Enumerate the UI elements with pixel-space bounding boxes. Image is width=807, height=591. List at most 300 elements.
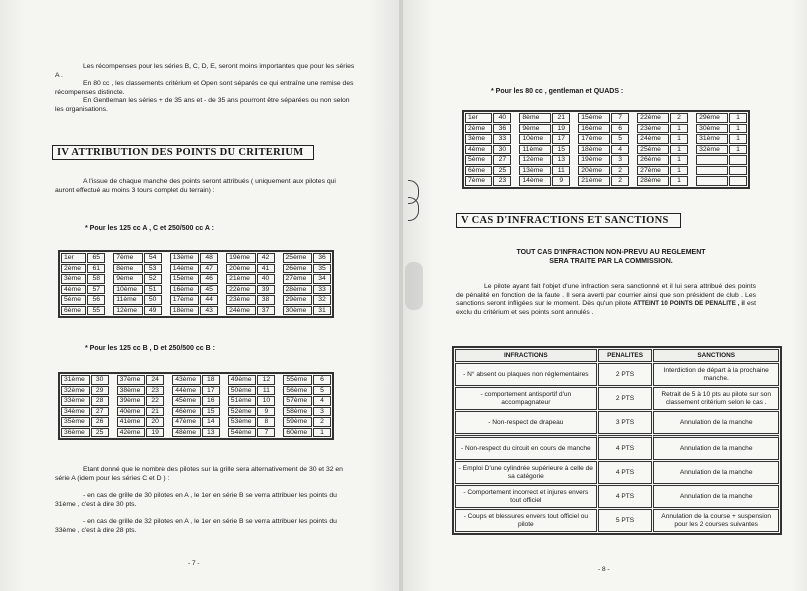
points-cell: 3 [611, 155, 629, 165]
cell-spacer [276, 386, 282, 396]
points-cell: 42 [257, 253, 275, 263]
rank-cell: 60ème [283, 428, 312, 438]
rank-cell: 34ème [61, 407, 90, 417]
rank-cell: 23ème [637, 124, 669, 134]
points-cell: 12 [257, 375, 275, 385]
cell-spacer [165, 428, 171, 438]
cell-spacer [110, 407, 116, 417]
points-cell: 32 [313, 295, 331, 305]
cell-spacer [689, 166, 695, 176]
section-iv-heading [52, 145, 314, 160]
left-page [0, 0, 401, 591]
points-cell: 35 [313, 264, 331, 274]
cell-spacer [571, 124, 577, 134]
points-cell: 23 [493, 176, 511, 186]
grid-text: Etant donné que le nombre des pilotes sur la grille sera alternativement de 30 et 32 en série A (idem pour les séries C et D ) : [55, 466, 343, 482]
rank-cell: 28ème [283, 285, 312, 295]
points-cell: 6 [313, 375, 331, 385]
table-row [61, 285, 331, 295]
rank-cell: 7ème [465, 176, 492, 186]
points-cell: 28 [91, 396, 109, 406]
page-number-right: - 8 - [598, 566, 610, 573]
points-cell: 10 [257, 396, 275, 406]
rank-cell: 32ème [696, 145, 728, 155]
cell-spacer [165, 396, 171, 406]
cell-spacer [689, 155, 695, 165]
points-cell: 2 [611, 166, 629, 176]
cell-spacer [630, 113, 636, 123]
table-row [465, 166, 747, 176]
points-table-b [58, 372, 334, 440]
cell-spacer [571, 113, 577, 123]
infraction-row [455, 509, 779, 532]
rank-cell: 2ème [61, 264, 86, 274]
rank-cell: 5ème [465, 155, 492, 165]
cell-spacer [163, 274, 169, 284]
points-cell: 47 [200, 264, 218, 274]
cell-spacer [221, 386, 227, 396]
points-cell: 40 [257, 274, 275, 284]
cell-spacer [221, 417, 227, 427]
points-cell: 1 [670, 145, 688, 155]
rank-cell: 1er [61, 253, 86, 263]
col-sanctions: SANCTIONS [653, 349, 779, 362]
table-row [61, 253, 331, 263]
rank-cell: 19ème [578, 155, 610, 165]
points-cell: 27 [91, 407, 109, 417]
rank-cell: 52ème [228, 407, 257, 417]
points-cell: 56 [87, 295, 105, 305]
rank-cell: 16ème [578, 124, 610, 134]
cell-spacer [219, 295, 225, 305]
rank-cell: 36ème [61, 428, 90, 438]
rank-cell: 35ème [61, 417, 90, 427]
points-cell: 21 [552, 113, 570, 123]
points-cell: 17 [552, 134, 570, 144]
points-cell: 13 [202, 428, 220, 438]
rank-cell: 21ème [578, 176, 610, 186]
cell-spacer [165, 407, 171, 417]
penalty-cell: 4 PTS [598, 485, 653, 508]
table-row [465, 113, 747, 123]
rank-cell: 9ème [519, 124, 551, 134]
table-row [61, 274, 331, 284]
rank-cell: 50ème [228, 386, 257, 396]
cell-spacer [163, 306, 169, 316]
infraction-cell: - Comportement incorrect et injures envers tout officiel [455, 485, 597, 508]
cell-spacer [630, 134, 636, 144]
points-cell: 30 [493, 145, 511, 155]
cell-spacer [630, 155, 636, 165]
points-cell: 43 [200, 306, 218, 316]
rank-cell: 27ème [283, 274, 312, 284]
scan-mark [405, 262, 423, 310]
rank-cell: 24ème [226, 306, 255, 316]
points-cell: 4 [611, 145, 629, 155]
points-cell: 39 [257, 285, 275, 295]
points-cell: 36 [493, 124, 511, 134]
sanction-cell: Annulation de la manche [653, 411, 779, 434]
points-cell: 1 [670, 134, 688, 144]
rank-cell: 3ème [61, 274, 86, 284]
cell-spacer [512, 155, 518, 165]
infraction-cell: - Non-respect de drapeau [455, 411, 597, 434]
penalty-cell: 4 PTS [598, 461, 653, 484]
intro-line: En 80 cc , les classements critérium et Open sont séparés ce qui entraîne une remise des récompenses distincte. [55, 80, 354, 96]
rank-cell: 1er [465, 113, 492, 123]
section-iv-text: A l'issue de chaque manche des points seront attribués ( uniquement aux pilotes qui auront effectué au moins 3 tours complet du terrain) : [55, 178, 336, 194]
rank-cell: 22ème [226, 285, 255, 295]
cell-spacer [106, 285, 112, 295]
table-row [61, 295, 331, 305]
rank-cell: 6ème [61, 306, 86, 316]
cell-spacer [276, 417, 282, 427]
rank-cell: 43ème [172, 375, 201, 385]
points-cell: 54 [144, 253, 162, 263]
rank-cell: 56ème [283, 386, 312, 396]
points-cell: 38 [257, 295, 275, 305]
rank-cell: 5ème [61, 295, 86, 305]
cell-spacer [276, 407, 282, 417]
points-cell: 9 [257, 407, 275, 417]
points-cell: 48 [200, 253, 218, 263]
rank-cell: 59ème [283, 417, 312, 427]
points-cell: 6 [611, 124, 629, 134]
points-cell: 2 [611, 176, 629, 186]
rank-cell: 16ème [170, 285, 199, 295]
page-number-left: - 7 - [188, 560, 200, 567]
points-cell: 57 [87, 285, 105, 295]
gutter [399, 0, 403, 591]
cell-spacer [219, 253, 225, 263]
rank-cell: 46ème [172, 407, 201, 417]
infraction-row [455, 461, 779, 484]
points-cell: 58 [87, 274, 105, 284]
rank-cell: 48ème [172, 428, 201, 438]
cell-spacer [276, 253, 282, 263]
points-cell: 19 [146, 428, 164, 438]
cell-spacer [110, 428, 116, 438]
rank-cell: 11ème [519, 145, 551, 155]
infraction-row [455, 387, 779, 410]
table-row [61, 417, 331, 427]
cell-spacer [571, 155, 577, 165]
cell-spacer [689, 124, 695, 134]
points-cell: 1 [313, 428, 331, 438]
points-cell: 2 [670, 113, 688, 123]
rank-cell: 32ème [61, 386, 90, 396]
rank-cell: 38ème [117, 386, 146, 396]
infraction-cell: - comportement antisportif d'un accompagnateur [455, 387, 597, 410]
infraction-cell: - Non-respect du circuit en cours de manche [455, 435, 597, 460]
points-cell: 15 [552, 145, 570, 155]
rank-cell: 28ème [637, 176, 669, 186]
rank-cell: 13ème [170, 253, 199, 263]
rank-cell: 44ème [172, 386, 201, 396]
cell-spacer [512, 124, 518, 134]
cell-spacer [219, 306, 225, 316]
points-cell: 26 [91, 417, 109, 427]
cell-spacer [165, 386, 171, 396]
points-cell: 15 [202, 407, 220, 417]
cell-spacer [630, 145, 636, 155]
rank-cell: 17ème [170, 295, 199, 305]
cell-spacer [106, 274, 112, 284]
table-row [61, 375, 331, 385]
points-cell: 16 [202, 396, 220, 406]
table-row [465, 145, 747, 155]
points-cell: 24 [146, 375, 164, 385]
infraction-cell: - Emploi D'une cylindrée supérieure à celle de sa catégorie [455, 461, 597, 484]
col-penalites: PENALITES [598, 349, 653, 362]
cell-spacer [106, 253, 112, 263]
points-cell: 45 [200, 285, 218, 295]
points-cell: 46 [200, 274, 218, 284]
table-row [465, 124, 747, 134]
intro-line: Les récompenses pour les séries B, C, D, E, seront moins importantes que pour les séries A . [55, 63, 355, 79]
points-cell: 41 [257, 264, 275, 274]
table-row [465, 155, 747, 165]
points-cell: 2 [313, 417, 331, 427]
cell-spacer [165, 417, 171, 427]
rank-cell: 47ème [172, 417, 201, 427]
cell-spacer [276, 295, 282, 305]
points-cell: 7 [257, 428, 275, 438]
points-cell: 36 [313, 253, 331, 263]
rank-cell: 41ème [117, 417, 146, 427]
points-cell: 13 [552, 155, 570, 165]
cell-spacer [276, 274, 282, 284]
points-cell: 1 [670, 124, 688, 134]
penalty-cell: 2 PTS [598, 363, 653, 386]
table-row [61, 428, 331, 438]
points-cell: 52 [144, 274, 162, 284]
cell-spacer [630, 166, 636, 176]
cell-spacer [110, 386, 116, 396]
points-cell: 9 [552, 176, 570, 186]
points-cell: 19 [552, 124, 570, 134]
points-cell: 11 [552, 166, 570, 176]
points-cell: 8 [257, 417, 275, 427]
points-cell: 37 [257, 306, 275, 316]
cell-spacer [689, 176, 695, 186]
rank-cell: 49ème [228, 375, 257, 385]
rank-cell: 26ème [637, 155, 669, 165]
points-cell: 25 [91, 428, 109, 438]
cell-spacer [512, 113, 518, 123]
sanction-cell: Annulation de la manche [653, 485, 779, 508]
points-cell: 27 [493, 155, 511, 165]
cell-spacer [512, 145, 518, 155]
points-cell: 1 [670, 155, 688, 165]
cell-spacer [276, 396, 282, 406]
rank-cell: 30ème [283, 306, 312, 316]
points-cell: 33 [313, 285, 331, 295]
rank-cell: 11ème [113, 295, 142, 305]
points-cell: 1 [670, 166, 688, 176]
cell-spacer [163, 295, 169, 305]
rank-cell: 53ème [228, 417, 257, 427]
cell-spacer [221, 407, 227, 417]
rank-cell: 20ème [578, 166, 610, 176]
para-bold: ATTEINT 10 POINTS DE PENALITE , il [633, 300, 745, 307]
points-cell: 65 [87, 253, 105, 263]
cell-spacer [512, 166, 518, 176]
cell-spacer [276, 264, 282, 274]
infractions-table [452, 346, 782, 535]
points-cell: 1 [729, 134, 747, 144]
cell-spacer [163, 253, 169, 263]
points-cell: 5 [313, 386, 331, 396]
infraction-cell: - N° absent ou plaques non réglementaires [455, 363, 597, 386]
para-part-1: Le pilote ayant fait l'objet d'une infraction sera sanctionné et il lui sera attribué des points de pénalité en fonction de la faute . Il sera averti par courrier ainsi que son président de club . Les sanctions seront infligées sur le moment. Dès qu'un pilote [456, 283, 756, 307]
points-cell: 22 [146, 396, 164, 406]
table-row [61, 264, 331, 274]
rank-cell: 33ème [61, 396, 90, 406]
rank-cell: 8ème [113, 264, 142, 274]
penalty-cell: 2 PTS [598, 387, 653, 410]
table-row [61, 386, 331, 396]
table-row [465, 134, 747, 144]
points-table-80cc [462, 110, 750, 189]
rank-cell: 26ème [283, 264, 312, 274]
rank-cell: 3ème [465, 134, 492, 144]
rank-cell: 17ème [578, 134, 610, 144]
points-cell: 5 [611, 134, 629, 144]
points-cell: 1 [670, 176, 688, 186]
sanction-cell: Retrait de 5 à 10 pts au pilote sur son classement critérium selon le cas . [653, 387, 779, 410]
rank-cell [696, 155, 728, 165]
points-cell: 55 [87, 306, 105, 316]
notice [461, 248, 761, 266]
points-cell: 34 [313, 274, 331, 284]
rank-cell: 57ème [283, 396, 312, 406]
rank-cell: 39ème [117, 396, 146, 406]
rank-cell: 20ème [226, 264, 255, 274]
rank-cell: 4ème [61, 285, 86, 295]
infraction-row [455, 485, 779, 508]
rank-cell: 18ème [578, 145, 610, 155]
points-cell: 18 [202, 375, 220, 385]
penalty-cell: 5 PTS [598, 509, 653, 532]
rank-cell: 9ème [113, 274, 142, 284]
rank-cell: 15ème [170, 274, 199, 284]
cell-spacer [571, 134, 577, 144]
sanction-cell: Annulation de la manche [653, 435, 779, 460]
label-series-b: * Pour les 125 cc B , D et 250/500 cc B : [85, 345, 215, 352]
rank-cell: 25ème [637, 145, 669, 155]
points-cell: 1 [729, 113, 747, 123]
rank-cell [696, 176, 728, 186]
sanction-cell: Annulation de la manche [653, 461, 779, 484]
rank-cell: 45ème [172, 396, 201, 406]
rank-cell: 21ème [226, 274, 255, 284]
rank-cell: 19ème [226, 253, 255, 263]
points-cell: 4 [313, 396, 331, 406]
rank-cell: 12ème [113, 306, 142, 316]
infraction-row [455, 435, 779, 460]
rank-cell: 2ème [465, 124, 492, 134]
table-row [465, 176, 747, 186]
points-cell: 11 [257, 386, 275, 396]
points-cell: 40 [493, 113, 511, 123]
rank-cell: 29ème [696, 113, 728, 123]
cell-spacer [276, 375, 282, 385]
points-cell: 53 [144, 264, 162, 274]
cell-spacer [630, 124, 636, 134]
points-cell: 25 [493, 166, 511, 176]
points-cell: 50 [144, 295, 162, 305]
cell-spacer [106, 306, 112, 316]
grid-case-30: - en cas de grille de 30 pilotes en A , le 1er en série B se verra attribuer les points du 31ème , c'est à dire 30 pts. [55, 492, 337, 508]
points-cell: 3 [313, 407, 331, 417]
rank-cell: 13ème [519, 166, 551, 176]
cell-spacer [512, 134, 518, 144]
cell-spacer [571, 176, 577, 186]
intro-text [55, 63, 355, 114]
notice-line-2: SERA TRAITE PAR LA COMMISSION. [549, 258, 673, 265]
infraction-cell: - Coups et blessures envers tout officiel ou pilote [455, 509, 597, 532]
rank-cell: 31ème [696, 134, 728, 144]
points-cell: 29 [91, 386, 109, 396]
points-cell [729, 166, 747, 176]
rank-cell: 54ème [228, 428, 257, 438]
cell-spacer [689, 134, 695, 144]
rank-cell: 15ème [578, 113, 610, 123]
cell-spacer [165, 375, 171, 385]
cell-spacer [512, 176, 518, 186]
para-part-2: est exclu du critérium et ses points sont annulés . [456, 300, 757, 316]
rank-cell: 25ème [283, 253, 312, 263]
rank-cell: 30ème [696, 124, 728, 134]
points-cell: 49 [144, 306, 162, 316]
cell-spacer [571, 145, 577, 155]
rank-cell: 27ème [637, 166, 669, 176]
cell-spacer [110, 417, 116, 427]
cell-spacer [221, 396, 227, 406]
rank-cell: 6ème [465, 166, 492, 176]
cell-spacer [219, 264, 225, 274]
sanction-cell: Annulation de la course + suspension pour les 2 courses suivantes [653, 509, 779, 532]
sanction-cell: Interdiction de départ à la prochaine manche. [653, 363, 779, 386]
cell-spacer [106, 264, 112, 274]
cell-spacer [221, 375, 227, 385]
cell-spacer [106, 295, 112, 305]
cell-spacer [571, 166, 577, 176]
rank-cell [696, 166, 728, 176]
rank-cell: 42ème [117, 428, 146, 438]
table-row [61, 396, 331, 406]
points-cell: 1 [729, 124, 747, 134]
points-cell: 1 [729, 145, 747, 155]
rank-cell: 29ème [283, 295, 312, 305]
points-cell: 21 [146, 407, 164, 417]
rank-cell: 31ème [61, 375, 90, 385]
label-series-a: * Pour les 125 cc A , C et 250/500 cc A : [85, 225, 214, 232]
points-cell: 31 [313, 306, 331, 316]
rank-cell: 24ème [637, 134, 669, 144]
rank-cell: 14ème [170, 264, 199, 274]
points-cell [729, 155, 747, 165]
rank-cell: 7ème [113, 253, 142, 263]
points-cell: 17 [202, 386, 220, 396]
points-cell: 23 [146, 386, 164, 396]
cell-spacer [219, 274, 225, 284]
cell-spacer [110, 396, 116, 406]
points-table-a [58, 250, 334, 318]
cell-spacer [276, 285, 282, 295]
points-cell: 20 [146, 417, 164, 427]
